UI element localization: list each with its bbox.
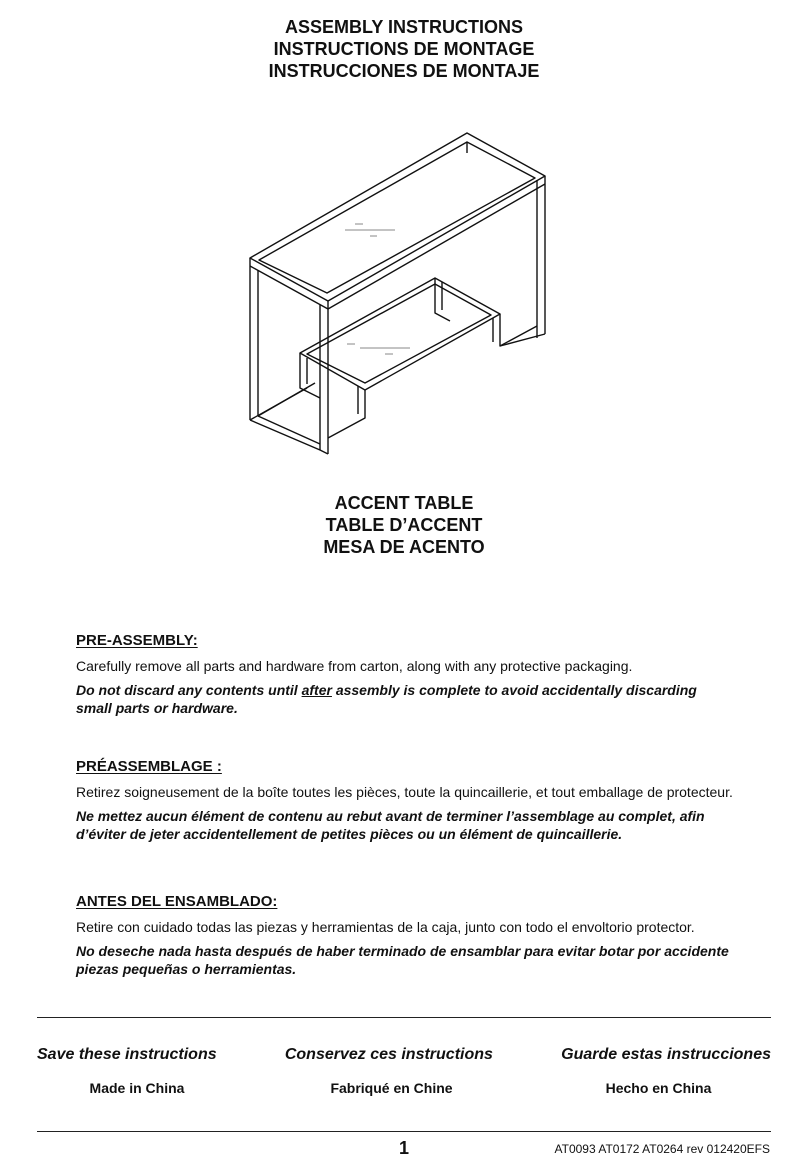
- page-number: 1: [398, 1138, 409, 1158]
- footer-divider: [37, 1017, 771, 1018]
- section-body: Retire con cuidado todas las piezas y herramientas de la caja, junto con todo el envoltorio protector.: [76, 919, 695, 935]
- save-french: Conservez ces instructions: [284, 1046, 493, 1063]
- title-spanish: INSTRUCCIONES DE MONTAJE: [268, 61, 540, 81]
- section-heading: PRE-ASSEMBLY:: [76, 632, 198, 649]
- made-french: Fabriqué en Chine: [330, 1080, 453, 1096]
- product-name-english: ACCENT TABLE: [334, 493, 474, 513]
- section-warning: Ne mettez aucun élément de contenu au rebut avant de terminer l’assemblage au complet, afin d’éviter de jeter accidentellement de petites pièces ou un élément de quincaillerie.: [76, 808, 705, 842]
- title-french: INSTRUCTIONS DE MONTAGE: [273, 39, 535, 59]
- warning-underlined-word: after: [301, 682, 332, 698]
- product-codes: AT0093 AT0172 AT0264 rev 012420EFS: [554, 1142, 770, 1156]
- warning-text: assembly is complete to avoid accidentally discarding small parts or hardware.: [76, 682, 697, 716]
- section-body: Retirez soigneusement de la boîte toutes les pièces, toute la quincaillerie, et tout emballage de protecteur.: [76, 784, 733, 800]
- section-heading: PRÉASSEMBLAGE :: [76, 758, 222, 775]
- accent-table-illustration: [245, 128, 555, 458]
- document-title: [0, 16, 808, 82]
- title-english: ASSEMBLY INSTRUCTIONS: [284, 17, 524, 37]
- made-spanish: Hecho en China: [605, 1080, 712, 1096]
- section-warning: [76, 681, 736, 717]
- section-warning: No deseche nada hasta después de haber terminado de ensamblar para evitar botar por accidente piezas pequeñas o herramientas.: [76, 943, 729, 977]
- save-spanish: Guarde estas instrucciones: [561, 1046, 771, 1063]
- section-body: Carefully remove all parts and hardware from carton, along with any protective packaging.: [76, 658, 633, 674]
- pre-assembly-english: [76, 632, 736, 723]
- save-instructions-row: [37, 1046, 771, 1064]
- made-english: Made in China: [89, 1080, 185, 1096]
- product-name-french: TABLE D’ACCENT: [325, 515, 483, 535]
- product-name-spanish: MESA DE ACENTO: [323, 537, 485, 557]
- warning-text: Do not discard any contents until: [76, 682, 302, 698]
- pre-assembly-spanish: [76, 893, 736, 984]
- pre-assembly-french: [76, 758, 736, 849]
- bottom-divider: [37, 1131, 771, 1132]
- save-english: Save these instructions: [37, 1046, 217, 1063]
- made-in-row: [37, 1080, 771, 1096]
- section-heading: ANTES DEL ENSAMBLADO:: [76, 893, 278, 910]
- product-name: [0, 492, 808, 558]
